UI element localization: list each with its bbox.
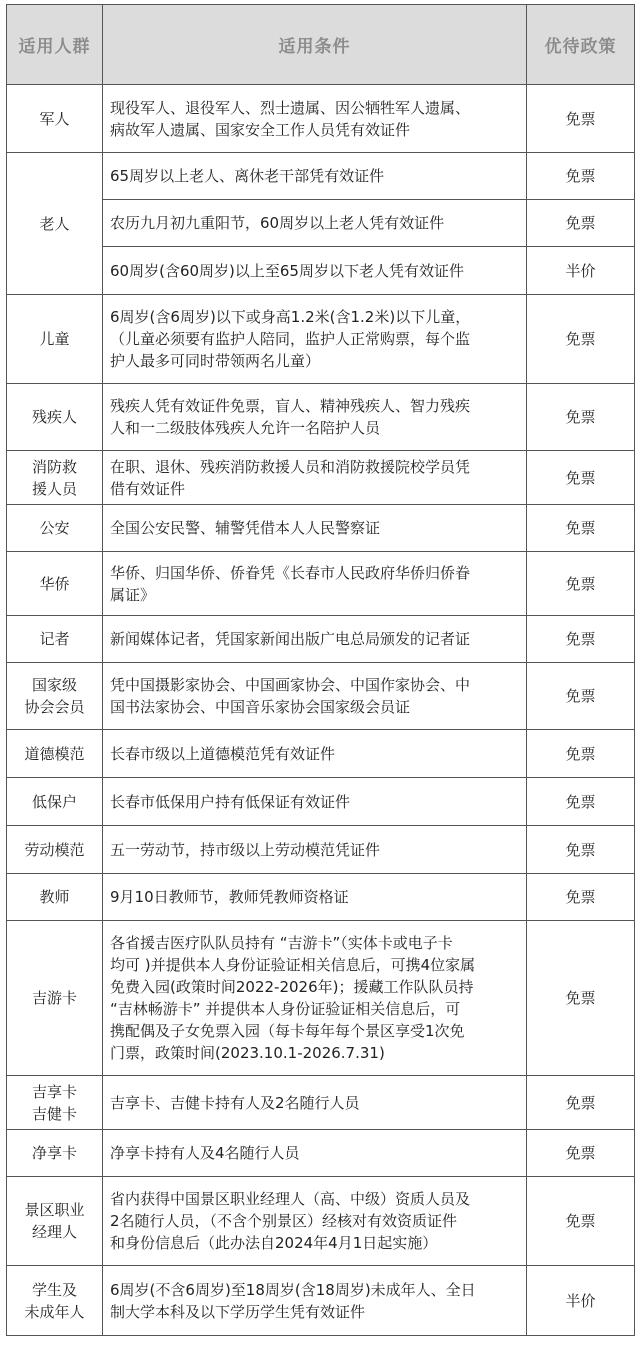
condition-cell	[103, 200, 527, 247]
condition-text: 免费入园(政策时间2022-2026年)；援藏工作队队员持	[110, 978, 474, 996]
table-row	[7, 85, 635, 153]
table-row	[7, 153, 635, 200]
condition-text: 新闻媒体记者，凭国家新闻出版广电总局颁发的记者证	[110, 630, 471, 648]
policy-cell: 免票	[527, 1177, 635, 1266]
condition-text: 全国公安民警、辅警凭借本人人民警察证	[110, 519, 381, 537]
policy-cell: 免票	[527, 1130, 635, 1177]
policy-cell: 免票	[527, 552, 635, 616]
condition-cell	[103, 663, 527, 730]
table-row	[7, 921, 635, 1076]
group-cell	[7, 778, 103, 826]
condition-text: 制大学本科及以下学历学生凭有效证件	[110, 1302, 366, 1321]
group-label: 吉享卡	[31, 1082, 77, 1101]
policy-cell: 免票	[527, 85, 635, 153]
condition-text: （儿童必须要有监护人陪同，监护人正常购票，每个监	[110, 330, 471, 348]
condition-cell	[103, 295, 527, 384]
condition-cell	[103, 616, 527, 663]
table-row	[7, 1130, 635, 1177]
group-label: 残疾人	[31, 408, 77, 426]
condition-cell	[103, 1177, 527, 1266]
condition-cell	[103, 778, 527, 826]
group-cell	[7, 85, 103, 153]
group-cell	[7, 874, 103, 921]
condition-text: 人和一二级肢体残疾人允许一名陪护人员	[110, 419, 381, 437]
group-cell	[7, 616, 103, 663]
condition-text: 6周岁(不含6周岁)至18周岁(含18周岁)未成年人、全日	[110, 1280, 476, 1299]
group-cell	[7, 826, 103, 874]
group-label: 华侨	[39, 574, 70, 593]
condition-text: 借有效证件	[110, 479, 186, 498]
condition-text: 华侨、归国华侨、侨眷凭《长春市人民政府华侨归侨眷	[110, 563, 471, 582]
group-cell	[7, 663, 103, 730]
group-label: 国家级	[31, 676, 77, 694]
condition-cell	[103, 730, 527, 778]
group-label: 消防救	[31, 457, 77, 476]
condition-cell	[103, 1076, 527, 1130]
table-row	[7, 451, 635, 505]
condition-text: 省内获得中国景区职业经理人（高、中级）资质人员及	[110, 1190, 471, 1208]
group-cell	[7, 552, 103, 616]
policy-cell: 免票	[527, 451, 635, 505]
policy-cell: 免票	[527, 826, 635, 874]
policy-cell: 免票	[527, 730, 635, 778]
condition-text: 护人最多可同时带领两名儿童）	[110, 352, 321, 370]
group-label: 净享卡	[31, 1144, 77, 1162]
group-label: 教师	[39, 888, 70, 906]
condition-cell	[103, 1266, 527, 1336]
condition-text: 现役军人、退役军人、烈士遗属、因公牺牲军人遗属、	[110, 98, 471, 117]
group-label: 低保户	[31, 792, 77, 811]
group-cell	[7, 505, 103, 552]
group-cell	[7, 1076, 103, 1130]
policy-cell: 免票	[527, 778, 635, 826]
table-row	[7, 826, 635, 874]
group-cell	[7, 1266, 103, 1336]
condition-cell	[103, 451, 527, 505]
group-label: 军人	[39, 109, 70, 128]
condition-text: 属证》	[110, 585, 156, 604]
table-row	[7, 1076, 635, 1130]
condition-cell	[103, 1130, 527, 1177]
condition-text: 6周岁(含6周岁)以下或身高1.2米(含1.2米)以下儿童，	[110, 308, 471, 326]
condition-cell	[103, 505, 527, 552]
header-row	[7, 5, 635, 85]
policy-cell: 免票	[527, 1076, 635, 1130]
group-cell	[7, 451, 103, 505]
group-cell	[7, 921, 103, 1076]
group-label: 景区职业	[24, 1201, 85, 1219]
condition-text: 在职、退休、残疾消防救援人员和消防救援院校学员凭	[110, 457, 471, 476]
table-row	[7, 505, 635, 552]
condition-text: 和身份信息后（此办法自2024年4月1日起实施）	[110, 1234, 438, 1252]
group-label: 老人	[39, 214, 70, 233]
group-label: 记者	[39, 630, 70, 648]
group-label: 道德模范	[24, 744, 85, 763]
table-body	[7, 85, 635, 1336]
header-policy: 优待政策	[527, 5, 635, 85]
condition-text: 2名随行人员，（不含个别景区）经核对有效资质证件	[110, 1212, 458, 1230]
policy-cell: 半价	[527, 247, 635, 295]
condition-cell	[103, 921, 527, 1076]
group-label: 经理人	[31, 1223, 77, 1241]
group-label: 协会会员	[24, 698, 85, 716]
table-row	[7, 874, 635, 921]
condition-text: 病故军人遗属、国家安全工作人员凭有效证件	[110, 120, 411, 139]
condition-cell	[103, 85, 527, 153]
policy-cell: 免票	[527, 874, 635, 921]
condition-text: 均可 )并提供本人身份证验证相关信息后，可携4位家属	[110, 956, 476, 974]
table-row	[7, 295, 635, 384]
header-group: 适用人群	[7, 5, 103, 85]
group-label: 吉游卡	[31, 989, 77, 1007]
policy-cell: 免票	[527, 153, 635, 200]
condition-text: 门票，政策时间(2023.10.1-2026.7.31)	[110, 1044, 385, 1062]
condition-text: “吉林畅游卡” 并提供本人身份证验证相关信息后，可	[110, 1000, 461, 1018]
condition-text: 携配偶及子女免票入园（每卡每年每个景区享受1次免	[110, 1022, 465, 1040]
table-row	[7, 778, 635, 826]
condition-text: 国书法家协会、中国音乐家协会国家级会员证	[110, 698, 411, 716]
group-cell	[7, 295, 103, 384]
condition-text: 长春市级以上道德模范凭有效证件	[110, 744, 336, 763]
group-cell	[7, 730, 103, 778]
table-row	[7, 663, 635, 730]
group-label: 学生及	[31, 1280, 77, 1299]
table-row	[7, 730, 635, 778]
policy-cell: 免票	[527, 616, 635, 663]
group-label: 劳动模范	[24, 840, 85, 859]
condition-text: 凭中国摄影家协会、中国画家协会、中国作家协会、中	[110, 676, 471, 694]
condition-text: 吉享卡、吉健卡持有人及2名随行人员	[110, 1093, 360, 1112]
policy-cell: 免票	[527, 295, 635, 384]
condition-cell	[103, 247, 527, 295]
policy-cell: 免票	[527, 663, 635, 730]
benefits-table	[6, 4, 635, 1336]
condition-cell	[103, 552, 527, 616]
condition-text: 残疾人凭有效证件免票，盲人、精神残疾人、智力残疾	[110, 397, 471, 415]
condition-text: 五一劳动节，持市级以上劳动模范凭证件	[110, 840, 381, 859]
policy-cell: 免票	[527, 200, 635, 247]
policy-cell: 半价	[527, 1266, 635, 1336]
condition-cell	[103, 153, 527, 200]
condition-text: 农历九月初九重阳节，60周岁以上老人凭有效证件	[110, 214, 445, 232]
condition-text: 长春市低保用户持有低保证有效证件	[110, 792, 351, 811]
condition-text: 9月10日教师节，教师凭教师资格证	[110, 888, 349, 906]
table-row	[7, 1266, 635, 1336]
group-label: 援人员	[31, 479, 77, 498]
condition-cell	[103, 874, 527, 921]
group-label: 未成年人	[24, 1302, 85, 1321]
table-row	[7, 384, 635, 451]
condition-text: 65周岁以上老人、离休老干部凭有效证件	[110, 167, 385, 185]
condition-cell	[103, 384, 527, 451]
condition-cell	[103, 826, 527, 874]
policy-cell: 免票	[527, 921, 635, 1076]
policy-cell: 免票	[527, 505, 635, 552]
group-label: 儿童	[39, 330, 70, 348]
group-label: 吉健卡	[31, 1104, 77, 1123]
condition-text: 各省援吉医疗队队员持有 “吉游卡”（实体卡或电子卡	[110, 934, 453, 952]
header-condition: 适用条件	[103, 5, 527, 85]
condition-text: 净享卡持有人及4名随行人员	[110, 1144, 300, 1162]
policy-cell: 免票	[527, 384, 635, 451]
condition-text: 60周岁(含60周岁)以上至65周岁以下老人凭有效证件	[110, 261, 464, 280]
group-cell	[7, 153, 103, 295]
group-cell	[7, 1130, 103, 1177]
group-cell	[7, 1177, 103, 1266]
group-cell	[7, 384, 103, 451]
group-label: 公安	[39, 519, 70, 537]
table-row	[7, 552, 635, 616]
table-row	[7, 1177, 635, 1266]
table-row	[7, 616, 635, 663]
